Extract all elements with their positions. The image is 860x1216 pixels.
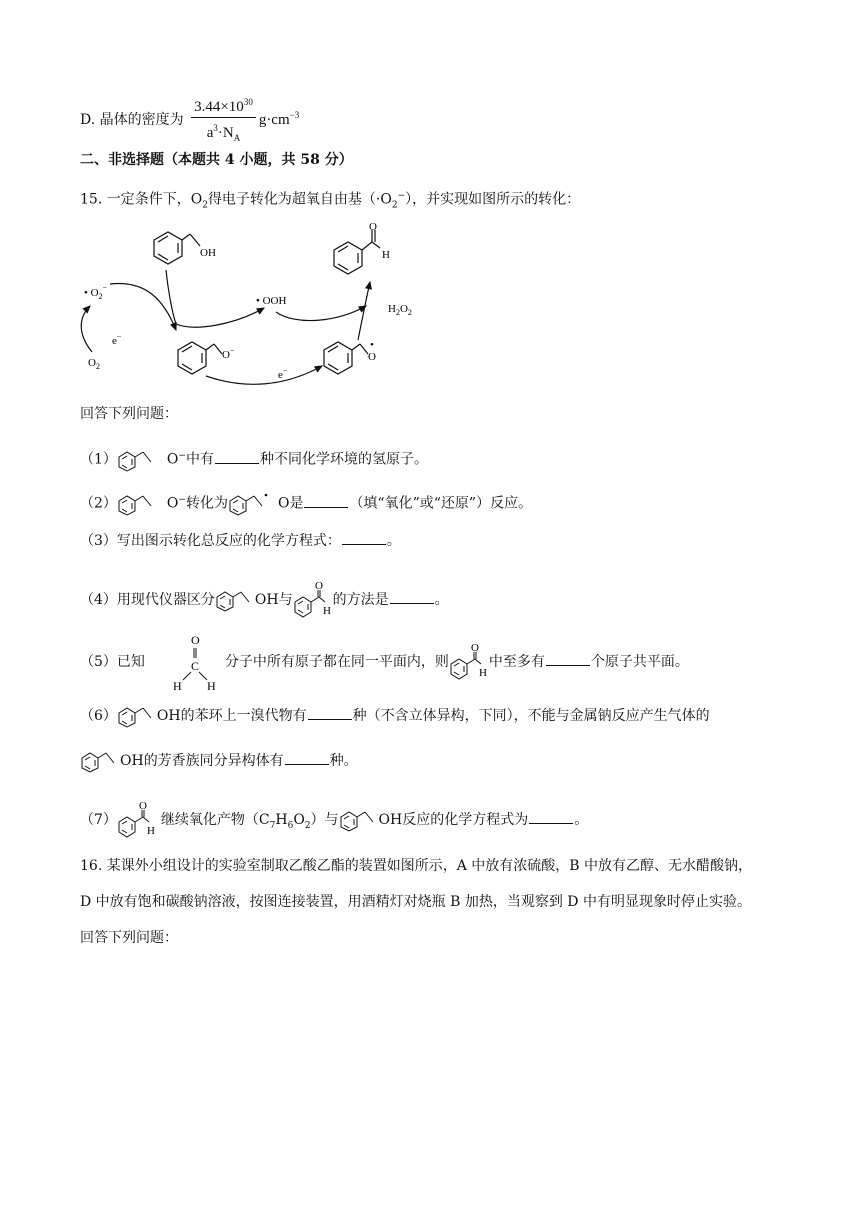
- answer-blank[interactable]: [285, 752, 329, 765]
- aldehyde-formation-arrow: [358, 282, 370, 340]
- oh-text: OH: [120, 753, 144, 769]
- answer-intro: 回答下列问题：: [80, 406, 178, 422]
- q15-part-6: [80, 704, 710, 728]
- svg-text:H: H: [172, 679, 182, 692]
- ooh-formation-arrow: [166, 270, 264, 327]
- benzaldehyde-structure: [334, 230, 380, 274]
- part-1-text-b: 种不同化学环境的氢原子。: [259, 451, 428, 468]
- part-6-text-a: 的苯环上一溴代物有: [180, 708, 307, 724]
- part-4-text-b: 。: [434, 592, 449, 608]
- part-1-text-a: 中有: [185, 451, 214, 468]
- formaldehyde-structure: [145, 632, 225, 692]
- benzaldehyde-icon: [293, 580, 333, 620]
- section-heading: 二、非选择题（本题共 4 小题，共 58 分）: [80, 152, 353, 168]
- part-2-text-c: （填“氧化”或“还原”）反应。: [349, 495, 533, 512]
- svg-text:H: H: [322, 605, 331, 617]
- q15-part-2: [80, 490, 532, 516]
- radical-dot: •: [370, 339, 374, 351]
- hydroperoxyl-label: • OOH: [256, 295, 287, 307]
- answer-blank[interactable]: [342, 532, 386, 545]
- svg-text:O: O: [314, 580, 323, 592]
- part-4-mid: 与: [278, 592, 293, 608]
- q15-stem-part-c: ），并实现如图所示的转化：: [405, 191, 581, 208]
- density-numerator: 3.44×10: [194, 99, 244, 115]
- part-4-text: （4）用现代仪器区分: [80, 592, 215, 608]
- density-denominator: a: [206, 125, 214, 141]
- q15-stem-sub2: 2: [391, 200, 398, 211]
- part-5-text: （5）已知: [80, 654, 145, 670]
- part-5-text-a: 分子中所有原子都在同一平面内，则: [224, 654, 449, 670]
- q15-part-6-cont: [80, 749, 358, 773]
- q16-line-1: 16. 某课外小组设计的实验室制取乙酸乙酯的装置如图所示，A 中放有浓硫酸，B 中放有乙醇、无水醋酸钠，: [80, 858, 753, 874]
- part-6-text-c: 的芳香族同分异构体有: [143, 753, 284, 769]
- oh-text: OH: [156, 708, 181, 724]
- radical-o-label: O: [368, 351, 376, 363]
- part-2-text-b: 是: [289, 495, 304, 512]
- q16-line-3: 回答下列问题：: [80, 930, 178, 946]
- answer-blank[interactable]: [546, 653, 590, 666]
- superoxide-label: • $O_2^-$: [84, 283, 108, 301]
- part-7-text-c: 反应的化学方程式为: [402, 812, 529, 828]
- q16-line-2: D 中放有饱和碳酸钠溶液，按图连接装置，用酒精灯对烧瓶 B 加热，当观察到 D 中有明显现象时停止实验。: [80, 894, 751, 910]
- density-fraction: [191, 92, 256, 148]
- q15-part-4: [80, 580, 449, 620]
- option-d: [80, 92, 299, 148]
- answer-blank[interactable]: [529, 811, 573, 824]
- alkoxide-o-text: O: [166, 451, 179, 468]
- svg-text:O: O: [470, 642, 479, 654]
- o-symbol: O: [293, 812, 305, 828]
- part-7-number: （7）: [80, 812, 117, 828]
- denominator-exponent: 3: [213, 123, 218, 133]
- svg-text:H: H: [478, 667, 487, 679]
- part-3-text-a: （3）写出图示转化总反应的化学方程式：: [80, 533, 341, 549]
- q15-part-5: [80, 632, 689, 692]
- aldehyde-o-label: O: [369, 221, 377, 233]
- h2o2-arrow: [276, 306, 366, 321]
- unit-exponent: −3: [289, 110, 300, 120]
- svg-text:O: O: [138, 800, 147, 812]
- superoxide-arrow: [110, 283, 176, 330]
- h-subscript: 6: [287, 820, 294, 831]
- part-5-text-c: 个原子共平面。: [590, 654, 689, 670]
- numerator-exponent: 30: [243, 97, 253, 107]
- q15-stem-sub: 2: [202, 200, 208, 211]
- part-7-text-b: ）与: [310, 812, 339, 828]
- alkoxide-charge: −: [178, 451, 186, 461]
- avogadro-subscript: A: [233, 133, 241, 143]
- unit-text: g·cm: [258, 112, 290, 128]
- answer-blank[interactable]: [215, 451, 259, 464]
- answer-blank[interactable]: [304, 495, 348, 508]
- oh-label: OH: [200, 247, 216, 259]
- q15-stem-part-b: 得电子转化为超氧自由基（·O: [207, 191, 392, 208]
- benzyl-alkoxide-icon: [117, 448, 167, 472]
- answer-blank[interactable]: [390, 591, 434, 604]
- reduction-arrow: [81, 306, 92, 352]
- part-5-text-b: 中至多有: [488, 654, 545, 670]
- c-subscript: 7: [269, 820, 276, 831]
- part-3-text-b: 。: [386, 533, 401, 549]
- part-6-text-b: 种（不含立体异构，下同），不能与金属钠反应产生气体的: [352, 708, 710, 724]
- benzyl-alcohol-icon: [117, 704, 157, 728]
- svg-text:O: O: [190, 633, 200, 647]
- benzyl-alkoxide-structure: [178, 342, 222, 374]
- denominator-avogadro: ·N: [217, 125, 234, 141]
- part-6-number: （6）: [80, 708, 117, 724]
- h-symbol: H: [275, 812, 288, 828]
- benzyloxy-radical-structure: [324, 342, 368, 374]
- benzyl-alcohol-icon: [339, 808, 379, 832]
- density-unit: [259, 112, 299, 128]
- alkoxide-o-label: O−: [222, 346, 235, 361]
- q15-part-7: [80, 800, 588, 840]
- hydrogen-peroxide-label: $H_2O_2$: [388, 303, 412, 317]
- answer-blank[interactable]: [308, 707, 352, 720]
- oxygen-label: $O_2$: [88, 357, 100, 371]
- o-subscript: 2: [304, 820, 311, 831]
- electron-label-1: e−: [112, 332, 122, 347]
- q15-stem-sup2: −: [397, 191, 406, 201]
- electron-label-2: e−: [278, 366, 288, 381]
- benzyl-alcohol-icon: [80, 749, 120, 773]
- benzyloxy-radical-icon: [228, 492, 278, 516]
- benzyl-alcohol-icon: [215, 588, 255, 612]
- benzaldehyde-icon: [449, 642, 489, 682]
- part-2-text-a: 转化为: [185, 495, 228, 512]
- part-6-text-d: 种。: [329, 753, 358, 769]
- svg-text:H: H: [206, 679, 216, 692]
- part-4-text-a: 的方法是: [332, 592, 389, 608]
- part-1-number: （1）: [80, 451, 117, 468]
- q15-stem: [80, 186, 580, 215]
- oh-text: OH: [378, 812, 403, 828]
- svg-text:H: H: [146, 825, 155, 837]
- part-7-text-a: 继续氧化产物（C: [160, 812, 270, 828]
- q15-stem-part-a: 15. 一定条件下，O: [80, 191, 203, 208]
- alkoxide-o-text: O: [166, 495, 179, 512]
- reaction-diagram: [76, 220, 436, 390]
- benzaldehyde-icon: [117, 800, 161, 840]
- benzyl-alkoxide-icon: [117, 492, 167, 516]
- aldehyde-h-label: H: [382, 249, 390, 261]
- benzyl-alcohol-structure: [154, 232, 200, 264]
- svg-text:C: C: [190, 659, 199, 673]
- part-7-text-d: 。: [574, 812, 589, 828]
- part-2-number: （2）: [80, 495, 117, 512]
- radical-o-text: O: [277, 495, 290, 512]
- oh-text: OH: [254, 592, 279, 608]
- option-d-label: D. 晶体的密度为: [80, 112, 184, 128]
- q15-part-1: [80, 446, 428, 472]
- electron-loss-arrow: [206, 366, 322, 384]
- q15-part-3: [80, 531, 401, 551]
- alkoxide-charge: −: [178, 495, 186, 505]
